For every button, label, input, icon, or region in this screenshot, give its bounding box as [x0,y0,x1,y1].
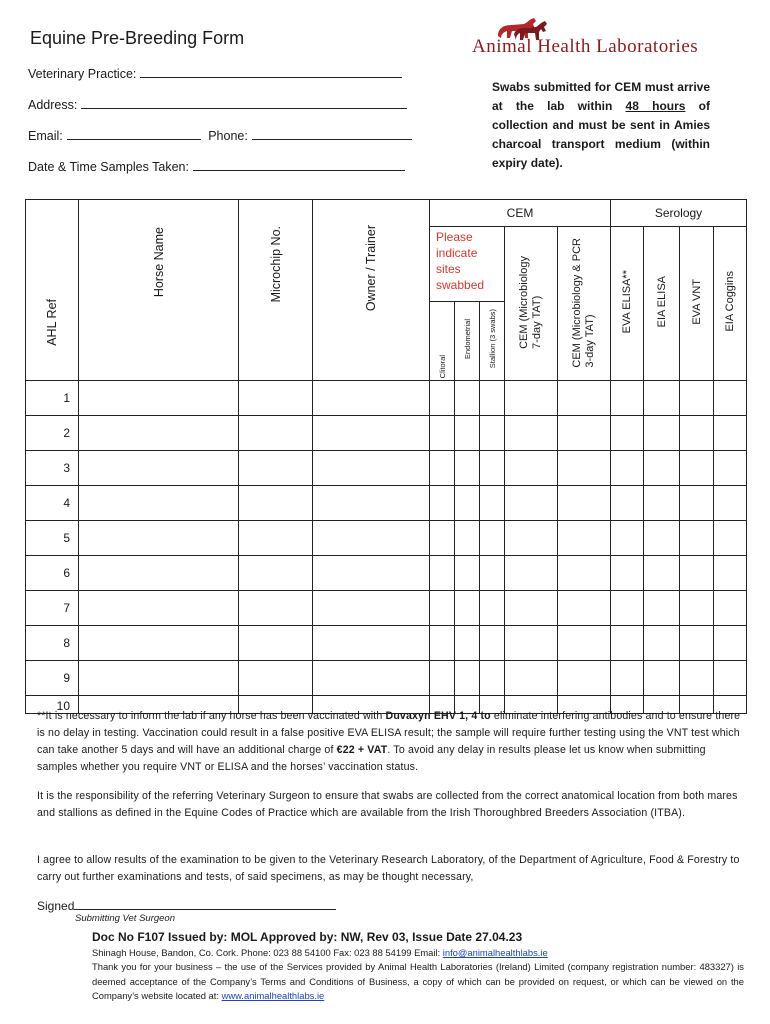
table-cell[interactable] [558,521,611,556]
table-cell[interactable] [79,451,239,486]
table-cell[interactable] [558,381,611,416]
table-cell[interactable] [79,381,239,416]
table-cell[interactable] [239,591,313,626]
table-cell[interactable] [430,416,455,451]
table-cell[interactable] [455,626,480,661]
row-number: 10 [26,696,79,714]
table-cell[interactable] [79,626,239,661]
table-cell[interactable] [644,556,680,591]
table-cell[interactable] [558,661,611,696]
table-cell[interactable] [714,521,747,556]
table-cell[interactable] [505,626,558,661]
table-cell[interactable] [239,486,313,521]
table-cell[interactable] [558,416,611,451]
agreement-paragraph: I agree to allow results of the examination to be given to the Veterinary Research Laboratory, of the Department of Agriculture, Food & Forestry to carry out further examinations and tests, of said specimens, as may be thought necessary, [37,854,740,883]
submitting-vet-label: Submitting Vet Surgeon [75,913,175,924]
page-title: Equine Pre-Breeding Form [30,28,245,48]
col-stallion: Stallion (3 swabs) [480,302,505,381]
table-cell[interactable] [480,591,505,626]
table-cell[interactable] [480,416,505,451]
table-cell[interactable] [455,591,480,626]
please-indicate-note: Please indicate sites swabbed [430,227,505,302]
table-cell[interactable] [611,451,644,486]
table-cell[interactable] [680,591,714,626]
table-cell[interactable] [680,661,714,696]
table-cell[interactable] [644,626,680,661]
email-link[interactable]: info@animalhealthlabs.ie [442,947,548,958]
table-cell[interactable] [455,521,480,556]
col-microchip: Microchip No. [239,200,313,381]
table-cell[interactable] [313,381,430,416]
col-clitoral: Clitoral [430,302,455,381]
row-number: 3 [26,451,79,486]
table-cell[interactable] [313,521,430,556]
table-cell[interactable] [79,556,239,591]
table-cell[interactable] [644,381,680,416]
row-number: 9 [26,661,79,696]
table-cell[interactable] [558,451,611,486]
table-cell[interactable] [558,591,611,626]
table-cell[interactable] [680,556,714,591]
company-logo [472,16,752,58]
table-cell[interactable] [455,486,480,521]
vaccination-paragraph: **It is necessary to inform the lab if any horse has been vaccinated with Duvaxyn EHV 1, 4 to eliminate interfering antibodies and to ensure there is no delay in testing. Vaccination could result in a false positive EVA ELISA result; the sample will require further testing using the VNT test which can take another 5 days and will have an additional charge of €22 + VAT. To avoid any delay in results please let us know when submitting samples whether you require VNT or ELISA and the horses’ vaccination status. [37,710,741,773]
table-cell[interactable] [714,626,747,661]
table-cell[interactable] [505,521,558,556]
table-cell[interactable] [239,661,313,696]
address-label: Address: [28,98,78,112]
doc-number: Doc No F107 Issued by: MOL Approved by: NW, Rev 03, Issue Date 27.04.23 [92,930,523,944]
table-cell[interactable] [714,661,747,696]
address-field[interactable] [28,98,407,112]
table-cell[interactable] [430,661,455,696]
table-cell[interactable] [480,556,505,591]
table-cell[interactable] [79,591,239,626]
table-cell[interactable] [714,591,747,626]
table-cell[interactable] [313,591,430,626]
table-cell[interactable] [455,556,480,591]
table-cell[interactable] [680,486,714,521]
table-cell[interactable] [455,416,480,451]
col-cem-micro: CEM (Microbiology 7-day TAT) [505,227,558,381]
table-cell[interactable] [680,381,714,416]
table-cell[interactable] [505,661,558,696]
col-ahl-ref: AHL Ref [26,200,79,381]
col-cem-pcr: CEM (Microbiology & PCR 3-day TAT) [558,227,611,381]
table-cell[interactable] [239,451,313,486]
table-cell[interactable] [644,451,680,486]
row-number: 8 [26,626,79,661]
table-cell[interactable] [480,381,505,416]
col-eva-elisa: EVA ELISA** [611,227,644,381]
table-cell[interactable] [644,591,680,626]
table-cell[interactable] [79,521,239,556]
table-cell[interactable] [714,556,747,591]
table-cell[interactable] [313,556,430,591]
table-cell[interactable] [313,661,430,696]
table-cell[interactable] [714,416,747,451]
email-phone-field[interactable] [28,129,412,143]
table-row [26,626,747,661]
table-row [26,416,747,451]
table-cell[interactable] [239,521,313,556]
row-number: 6 [26,556,79,591]
serology-group-header: Serology [611,200,747,227]
col-horse-name: Horse Name [79,200,239,381]
table-cell[interactable] [313,451,430,486]
table-cell[interactable] [611,521,644,556]
col-eia-coggins: EIA Coggins [714,227,747,381]
table-cell[interactable] [644,416,680,451]
table-cell[interactable] [505,591,558,626]
phone-label: Phone: [208,129,248,143]
table-cell[interactable] [680,416,714,451]
website-link[interactable]: www.animalhealthlabs.ie [221,990,325,1002]
table-cell[interactable] [505,486,558,521]
terms-text: Thank you for your business – the use of the Services provided by Animal Health Laboratories (Ireland) Limited (company registration number: 483327) is deemed acceptance of the Company’s Terms and Conditions of Business, a copy of which can be provided on request, or which can be viewed on the Company’s website located at: www.animalhealthlabs.ie [92,961,744,1002]
table-row [26,556,747,591]
table-cell[interactable] [239,626,313,661]
table-cell[interactable] [480,486,505,521]
table-cell[interactable] [480,521,505,556]
table-cell[interactable] [313,416,430,451]
table-cell[interactable] [455,381,480,416]
table-row [26,591,747,626]
row-number: 1 [26,381,79,416]
sample-table [25,199,747,714]
col-eva-vnt: EVA VNT [680,227,714,381]
table-row [26,451,747,486]
table-cell[interactable] [313,486,430,521]
date-time-label: Date & Time Samples Taken: [28,160,189,174]
table-row [26,521,747,556]
table-cell[interactable] [505,451,558,486]
table-cell[interactable] [714,486,747,521]
date-time-field[interactable] [28,160,405,174]
responsibility-paragraph: It is the responsibility of the referring Veterinary Surgeon to ensure that swabs are collected from the correct anatomical location from both mares and stallions as defined in the Equine Codes of Practice which are available from the Irish Thoroughbred Breeders Association (ITBA). [37,790,738,819]
table-cell[interactable] [430,381,455,416]
table-cell[interactable] [480,661,505,696]
table-cell[interactable] [558,486,611,521]
practice-field[interactable] [28,67,402,81]
table-cell[interactable] [714,451,747,486]
table-cell[interactable] [480,626,505,661]
table-cell[interactable] [611,416,644,451]
table-cell[interactable] [714,381,747,416]
row-number: 4 [26,486,79,521]
row-number: 7 [26,591,79,626]
col-endometrial: Endometrial [455,302,480,381]
table-cell[interactable] [644,521,680,556]
table-cell[interactable] [455,451,480,486]
table-cell[interactable] [644,486,680,521]
table-cell[interactable] [611,556,644,591]
table-cell[interactable] [79,486,239,521]
cem-notice: Swabs submitted for CEM must arrive at the lab within 48 hours of collection and must be sent in Amies charcoal transport medium (within expiry date). [492,80,710,170]
table-cell[interactable] [505,556,558,591]
table-cell[interactable] [611,661,644,696]
table-cell[interactable] [239,416,313,451]
logo-text: Animal Health Laboratories [472,36,699,57]
col-eia-elisa: EIA ELISA [644,227,680,381]
signature-field[interactable] [37,899,336,913]
cem-group-header: CEM [430,200,611,227]
table-cell[interactable] [680,451,714,486]
table-cell[interactable] [505,381,558,416]
table-cell[interactable] [480,451,505,486]
table-cell[interactable] [611,486,644,521]
table-row [26,381,747,416]
table-cell[interactable] [239,556,313,591]
table-cell[interactable] [79,661,239,696]
table-cell[interactable] [558,626,611,661]
practice-label: Veterinary Practice: [28,67,137,81]
table-cell[interactable] [430,486,455,521]
table-cell[interactable] [79,416,239,451]
table-cell[interactable] [611,626,644,661]
table-cell[interactable] [430,521,455,556]
row-number: 5 [26,521,79,556]
table-row [26,661,747,696]
table-cell[interactable] [680,626,714,661]
table-cell[interactable] [430,556,455,591]
table-cell[interactable] [430,451,455,486]
table-cell[interactable] [455,661,480,696]
table-cell[interactable] [505,416,558,451]
company-address: Shinagh House, Bandon, Co. Cork. Phone: 023 88 54100 Fax: 023 88 54199 Email: info@animalhealthlabs.ie [92,947,548,958]
table-row [26,486,747,521]
signed-label: Signed [37,899,75,913]
table-cell[interactable] [430,626,455,661]
col-owner: Owner / Trainer [313,200,430,381]
table-cell[interactable] [313,626,430,661]
table-cell[interactable] [558,556,611,591]
table-cell[interactable] [644,661,680,696]
table-cell[interactable] [611,381,644,416]
table-cell[interactable] [611,591,644,626]
hours-highlight: 48 hours [625,99,686,113]
email-label: Email: [28,129,63,143]
table-cell[interactable] [430,591,455,626]
row-number: 2 [26,416,79,451]
table-cell[interactable] [680,521,714,556]
table-cell[interactable] [239,381,313,416]
